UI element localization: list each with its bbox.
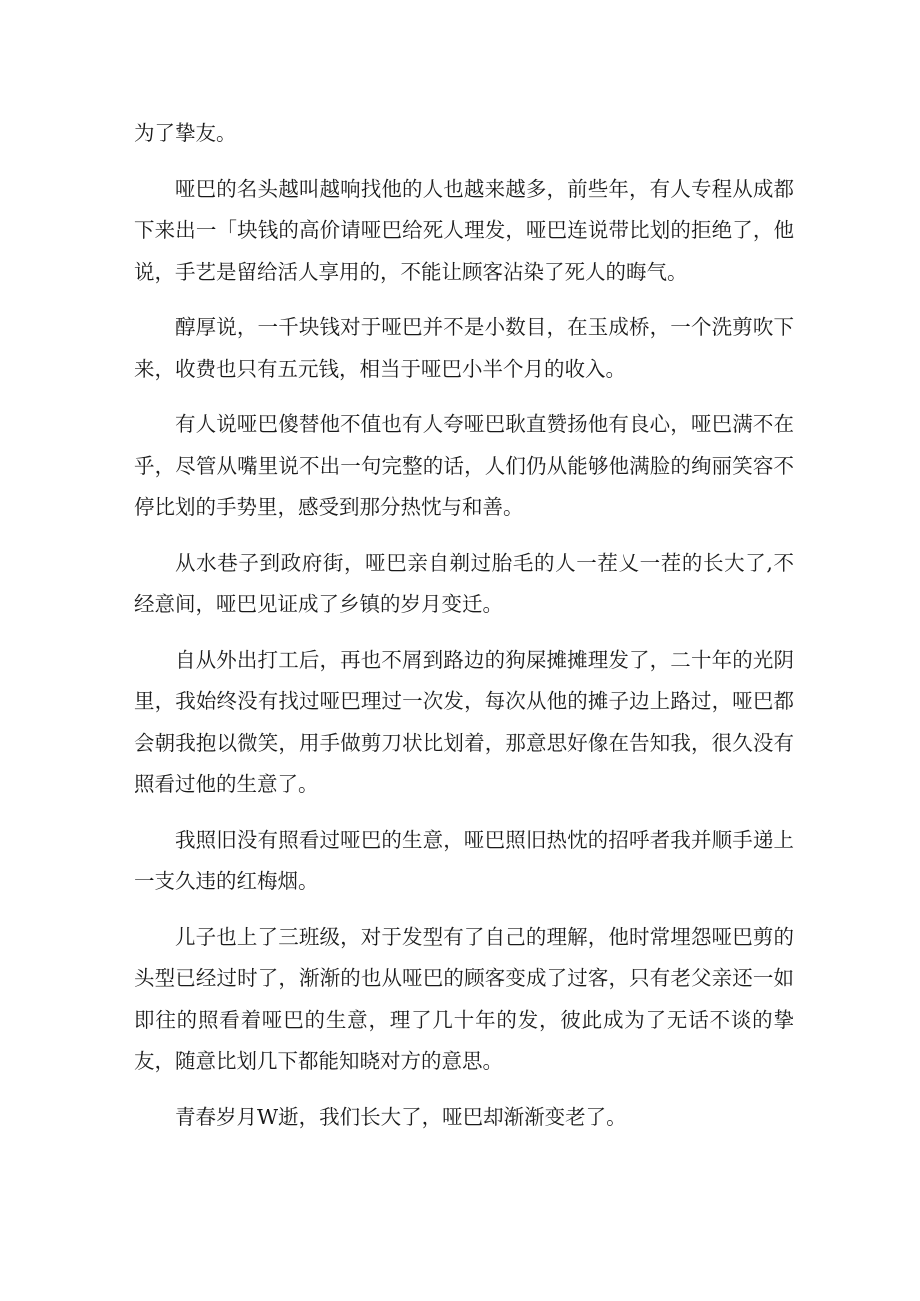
paragraph-4: 有人说哑巴傻替他不值也有人夸哑巴耿直赞扬他有良心，哑巴满不在乎，尽管从嘴里说不出一句完整的话，人们仍从能够他满脸的绚丽笑容不停比划的手势里，感受到那分热忱与和善。: [134, 412, 794, 519]
paragraph-3: 醇厚说，一千块钱对于哑巴并不是小数目，在玉成桥，一个洗剪吹下来，收费也只有五元钱，相当于哑巴小半个月的收入。: [134, 315, 794, 381]
paragraph-6: 自从外出打工后，再也不屑到路边的狗屎摊摊理发了，二十年的光阴里，我始终没有找过哑巴理过一次发，每次从他的摊子边上路过，哑巴都会朝我抱以微笑，用手做剪刀状比划着，那意思好像在告知我，很久没有照看过他的生意了。: [134, 647, 794, 796]
paragraph-7: 我照旧没有照看过哑巴的生意，哑巴照旧热忱的招呼者我并顺手递上一支久违的红梅烟。: [134, 827, 794, 893]
paragraph-1: 为了挚友。: [134, 121, 237, 145]
paragraph-5: 从水巷子到政府街，哑巴亲自剃过胎毛的人一茬乂一茬的长大了,不经意间，哑巴见证成了乡镇的岁月变迁。: [134, 550, 794, 616]
paragraph-8: 儿子也上了三班级，对于发型有了自己的理解，他时常埋怨哑巴剪的头型已经过时了，渐渐的也从哑巴的顾客变成了过客，只有老父亲还一如即往的照看着哑巴的生意，理了几十年的发，彼此成为了无话不谈的挚友，随意比划几下都能知晓对方的意思。: [134, 924, 794, 1073]
paragraph-9: 青春岁月W逝，我们长大了，哑巴却渐渐变老了。: [175, 1104, 627, 1129]
document-body: [134, 113, 794, 1152]
paragraph-2: 哑巴的名头越叫越响找他的人也越来越多，前些年，有人专程从成都下来出一「块钱的高价请哑巴给死人理发，哑巴连说带比划的拒绝了，他说，手艺是留给活人享用的，不能让顾客沾染了死人的晦气。: [134, 176, 794, 284]
